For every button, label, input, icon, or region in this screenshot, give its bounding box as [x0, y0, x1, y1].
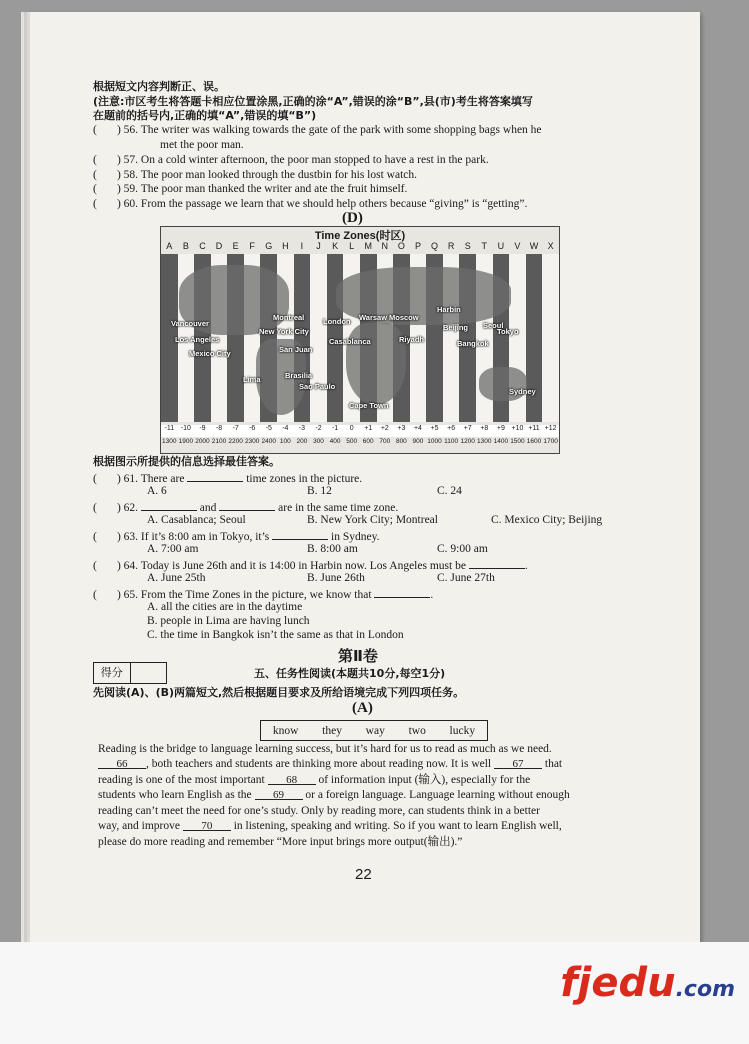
score-box: [93, 662, 167, 684]
word-know: know: [272, 724, 299, 737]
q62-option-a: A. Casablanca; Seoul: [147, 514, 246, 526]
clock-time: 1600: [526, 438, 542, 445]
zone-letter: T: [481, 241, 488, 251]
city-label: Bangkok: [457, 339, 489, 348]
zone-letter: U: [497, 241, 505, 251]
clock-time: 2300: [244, 438, 260, 445]
clock-time: 1300: [477, 438, 492, 445]
q61-option-b: B. 12: [307, 485, 332, 497]
city-label: Beijing: [443, 323, 469, 332]
q65-option-a: A. all the cities are in the daytime: [147, 601, 303, 613]
clock-time: 700: [379, 438, 391, 445]
city-label: Sao Paulo: [299, 382, 336, 391]
zone-letter-row: [161, 241, 559, 253]
blank-69: 69: [255, 788, 303, 800]
city-label: Lima: [243, 375, 261, 384]
passage-a-line-4: students who learn English as the 69 or a foreign language. Language learning without enough: [98, 789, 570, 801]
q63-option-a: A. 7:00 am: [147, 543, 199, 555]
question-61: ( ) 61. There are time zones in the picture.: [93, 470, 362, 486]
utc-offset: -9: [199, 425, 206, 432]
q64-option-a: A. June 25th: [147, 572, 206, 584]
zone-stripe: [542, 254, 559, 422]
utc-offset-row: [161, 425, 559, 437]
city-label: Brasilia: [285, 371, 313, 380]
city-label: London: [323, 317, 351, 326]
zone-letter: J: [316, 241, 321, 251]
clock-time: 300: [313, 438, 324, 445]
utc-offset: -4: [282, 425, 289, 432]
city-label: Tokyo: [497, 327, 519, 336]
passage-a-line-5: reading can’t meet the need for one’s study. Only by reading more, can students think in a better: [98, 805, 540, 817]
score-blank: [131, 663, 167, 683]
zone-letter: G: [265, 241, 273, 251]
q61-option-c: C. 24: [437, 485, 462, 497]
zone-stripe: [310, 254, 327, 422]
question-57: ( ) 57. On a cold winter afternoon, the poor man stopped to have a rest in the park.: [93, 154, 489, 166]
clock-time: 1200: [460, 438, 475, 445]
city-label: Casablanca: [329, 337, 371, 346]
section-d-instruction: 根据图示所提供的信息选择最佳答案。: [93, 455, 280, 468]
utc-offset: +4: [413, 425, 422, 432]
zone-letter: O: [397, 241, 405, 251]
part2-instruction: 先阅读(A)、(B)两篇短文,然后根据题目要求及所给语境完成下列四项任务。: [93, 686, 465, 699]
q65-option-b: B. people in Lima are having lunch: [147, 615, 310, 627]
clock-time: 1500: [510, 438, 525, 445]
zone-letter: N: [381, 241, 389, 251]
section-c-note-1: (注意:市区考生将答题卡相应位置涂黑,正确的涂“A”,错误的涂“B”,县(市)考生将答案填写: [93, 95, 533, 108]
question-56-cont: met the poor man.: [160, 139, 244, 151]
passage-a-heading: (A): [352, 700, 373, 716]
zone-letter: S: [464, 241, 471, 251]
volume-two-title: 第Ⅱ卷: [338, 647, 378, 665]
q64-option-b: B. June 26th: [307, 572, 365, 584]
word-they: they: [322, 724, 342, 737]
blank-70: 70: [183, 819, 231, 831]
score-label: 得分: [94, 663, 131, 683]
q63-option-b: B. 8:00 am: [307, 543, 358, 555]
city-label: Cape Town: [349, 401, 389, 410]
utc-offset: +1: [364, 425, 373, 432]
word-way: way: [365, 724, 385, 737]
blank-66: 66: [98, 757, 146, 769]
q62-option-b: B. New York City; Montreal: [307, 514, 438, 526]
city-label: Warsaw: [359, 313, 388, 322]
section-c-note-2: 在题前的括号内,正确的填“A”,错误的填“B”): [93, 109, 317, 122]
utc-offset: +2: [380, 425, 389, 432]
clock-time: 2400: [261, 438, 276, 445]
city-label: Mexico City: [189, 349, 231, 358]
word-box: [260, 720, 488, 741]
clock-time: 2200: [228, 438, 243, 445]
city-label: Harbin: [437, 305, 461, 314]
clock-time: 800: [395, 438, 407, 445]
city-label: Seoul: [483, 321, 504, 330]
utc-offset: +9: [496, 425, 505, 432]
word-lucky: lucky: [449, 724, 476, 737]
clock-time: 1000: [427, 438, 442, 445]
utc-offset: -10: [180, 425, 191, 432]
q65-option-c: C. the time in Bangkok isn’t the same as that in London: [147, 629, 404, 641]
question-56: ( ) 56. The writer was walking towards the gate of the park with some shopping bags when he: [93, 124, 542, 136]
section-five-title: 五、任务性阅读(本题共10分,每空1分): [254, 667, 446, 680]
zone-letter: B: [182, 241, 189, 251]
clock-time: 400: [329, 438, 341, 445]
blank-68: 68: [268, 773, 316, 785]
clock-time: 200: [296, 438, 308, 445]
page-number: 22: [355, 866, 372, 883]
question-58: ( ) 58. The poor man looked through the dustbin for his lost watch.: [93, 169, 417, 181]
clock-time: 1300: [162, 438, 177, 445]
zone-letter: P: [414, 241, 421, 251]
blank-67: 67: [494, 757, 542, 769]
section-c-instruction: 根据短文内容判断正、误。: [93, 80, 225, 93]
passage-a-line-2: 66 , both teachers and students are thinking more about reading now. It is well 67 that: [98, 757, 634, 773]
utc-offset: 0: [349, 425, 354, 432]
clock-time: 2000: [195, 438, 210, 445]
city-label: Riyadh: [399, 335, 425, 344]
zone-letter: V: [514, 241, 521, 251]
zone-letter: E: [232, 241, 239, 251]
passage-a-line-7: please do more reading and remember “More input brings more output(输出).”: [98, 836, 463, 848]
clock-time: 1700: [543, 438, 558, 445]
utc-offset: -3: [298, 425, 306, 432]
utc-offset: +7: [463, 425, 472, 432]
city-label: Moscow: [389, 313, 419, 322]
zone-letter: Q: [431, 241, 439, 251]
question-63: ( ) 63. If it’s 8:00 am in Tokyo, it’s in Sydney.: [93, 528, 379, 544]
utc-offset: +8: [480, 425, 489, 432]
zone-letter: C: [199, 241, 206, 251]
utc-offset: -8: [215, 425, 223, 432]
time-zone-map: [160, 226, 560, 454]
zone-letter: W: [529, 241, 539, 251]
zone-letter: X: [547, 241, 554, 251]
zone-letter: L: [349, 241, 355, 251]
zone-letter: M: [364, 241, 372, 251]
utc-offset: +3: [397, 425, 406, 432]
q63-option-c: C. 9:00 am: [437, 543, 488, 555]
clock-time: 500: [346, 438, 358, 445]
utc-offset: +10: [511, 425, 524, 432]
utc-offset: -1: [331, 425, 339, 432]
clock-time: 1900: [178, 438, 194, 445]
zone-letter: R: [447, 241, 455, 251]
zone-letter: H: [282, 241, 289, 251]
zone-stripe: [526, 254, 543, 422]
passage-a-line-3: reading is one of the most important 68 of information input (输入), especially for the: [98, 774, 531, 786]
city-label: New York City: [259, 327, 309, 336]
map-title: Time Zones(时区): [314, 230, 406, 242]
city-label: San Juan: [279, 345, 313, 354]
clock-time: 600: [362, 438, 374, 445]
clock-time: 100: [279, 438, 291, 445]
utc-offset: +6: [447, 425, 456, 432]
fjedu-watermark-logo: fjedu.com: [560, 960, 735, 1006]
city-label: Sydney: [509, 387, 536, 396]
zone-letter: K: [332, 241, 339, 251]
clock-time: 1400: [493, 438, 509, 445]
word-two: two: [408, 724, 426, 737]
passage-a-line-1: Reading is the bridge to language learning success, but it’s hard for us to read as much as we need.: [98, 743, 552, 755]
clock-time: 2100: [211, 438, 227, 445]
q61-option-a: A. 6: [147, 485, 167, 497]
passage-a-line-6: way, and improve 70 in listening, speaking and writing. So if you want to learn English well,: [98, 820, 562, 832]
utc-offset: -2: [315, 425, 322, 432]
zone-letter: F: [249, 241, 255, 251]
utc-offset: -6: [249, 425, 256, 432]
zone-letter: A: [166, 241, 173, 251]
clock-time: 900: [412, 438, 424, 445]
q62-option-c: C. Mexico City; Beijing: [491, 514, 603, 526]
clock-time-row: [161, 438, 559, 452]
city-label: Los Angeles: [175, 335, 220, 344]
section-d-heading: (D): [342, 210, 363, 226]
zone-letter: I: [300, 241, 304, 251]
utc-offset: -11: [164, 425, 175, 432]
utc-offset: -7: [232, 425, 239, 432]
africa-shape: [346, 323, 406, 405]
question-62: ( ) 62. and are in the same time zone.: [93, 499, 398, 515]
zone-letter: D: [215, 241, 223, 251]
q64-option-c: C. June 27th: [437, 572, 495, 584]
city-label: Vancouver: [171, 319, 209, 328]
question-60: ( ) 60. From the passage we learn that we should help others because “giving” is “getting”.: [93, 198, 528, 210]
city-label: Montreal: [273, 313, 305, 322]
clock-time: 1100: [444, 438, 459, 445]
question-65: ( ) 65. From the Time Zones in the picture, we know that .: [93, 586, 433, 602]
question-64: ( ) 64. Today is June 26th and it is 14:00 in Harbin now. Los Angeles must be .: [93, 557, 528, 573]
question-59: ( ) 59. The poor man thanked the writer and ate the fruit himself.: [93, 183, 408, 195]
utc-offset: +12: [544, 425, 557, 432]
utc-offset: +11: [528, 425, 540, 432]
utc-offset: +5: [430, 425, 439, 432]
utc-offset: -5: [265, 425, 272, 432]
